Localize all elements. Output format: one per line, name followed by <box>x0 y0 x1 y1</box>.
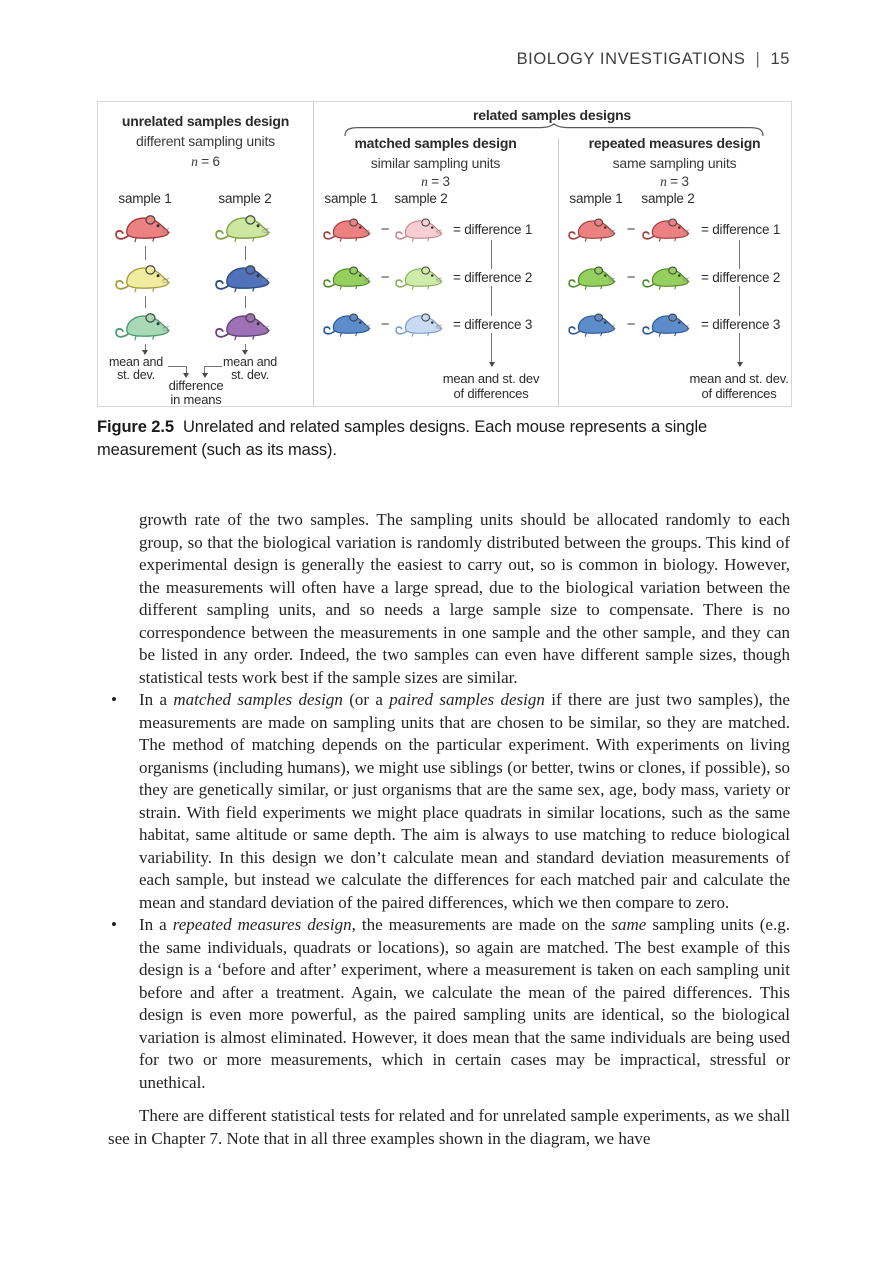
header-separator: | <box>755 50 761 68</box>
diff-line: in means <box>170 391 222 407</box>
italic-text: same <box>611 915 647 934</box>
panel-subtitle: same sampling units <box>612 155 737 171</box>
panel-matched <box>313 102 558 406</box>
footer-line: mean and st. dev <box>442 371 540 386</box>
mouse-icon <box>114 308 176 344</box>
panel-subtitle: different sampling units <box>136 133 275 149</box>
mouse-icon <box>641 214 695 245</box>
difference-label: = difference 1 <box>701 222 781 237</box>
mouse-icon <box>114 210 176 246</box>
text-run: , the measurements are made on the <box>351 915 612 934</box>
mouse-icon <box>214 308 276 344</box>
panel-subtitle: similar sampling units <box>370 155 501 171</box>
text-run: In a <box>139 915 173 934</box>
text-run: growth rate of the two samples. The sampling units should be allocated randomly to each group, so that the biological variation is randomly distributed between the groups. This kind of experimental design is generally the easiest to carry out, so is common in biology. However, the measurements will often have a large spread, due to the biological variation between the different sampling units, and so needs a large sample size to compensate. There is no correspondence between the measurements in one sample and the other sample, and they can be listed in any order. Indeed, the two samples can even have different sample sizes, though statistical tests work best if the sample sizes are similar. <box>139 510 790 687</box>
italic-text: paired samples design <box>389 690 545 709</box>
connector-line <box>739 240 740 362</box>
figure-2-5 <box>97 101 792 407</box>
mouse-icon <box>394 309 448 340</box>
connector-line <box>204 366 222 367</box>
mean-stdev-differences-label <box>406 372 576 401</box>
panel-unrelated <box>98 102 313 406</box>
mouse-icon <box>394 262 448 293</box>
italic-text: repeated measures design <box>172 915 352 934</box>
n-value: = 3 <box>427 174 450 189</box>
related-designs-title: related samples designs <box>472 107 632 123</box>
text-run: (or a <box>342 690 390 709</box>
mean-line: mean and <box>223 355 277 369</box>
bullet-item <box>108 914 790 1094</box>
n-symbol: n <box>660 174 667 189</box>
connector-line <box>168 366 186 367</box>
text-run: There are different statistical tests for related and for unrelated sample experiments, as we shall see in Chapter 7. Note that in all three examples shown in the diagram, we have <box>108 1106 790 1148</box>
panel-title: repeated measures design <box>588 135 761 151</box>
body-text <box>108 509 790 1150</box>
sample2-label: sample 2 <box>394 191 448 206</box>
connector-line <box>245 296 246 308</box>
mouse-icon <box>567 214 621 245</box>
minus-sign: − <box>626 221 636 238</box>
page-header <box>517 50 790 69</box>
sample-size <box>98 154 313 170</box>
footer-line: mean and st. dev. <box>689 371 789 386</box>
n-symbol: n <box>191 154 198 169</box>
paragraph <box>108 1105 790 1150</box>
mouse-icon <box>214 260 276 296</box>
mouse-icon <box>567 309 621 340</box>
sample-size <box>558 174 791 190</box>
bullet-marker: • <box>111 915 117 934</box>
mouse-icon <box>114 260 176 296</box>
mean-line: mean and <box>109 355 163 369</box>
sample1-label: sample 1 <box>569 191 623 206</box>
figure-caption-text: Unrelated and related samples designs. Each mouse represents a single measurement (such as its mass). <box>97 418 708 459</box>
text-run: if there are just two samples), the measurements are made on sampling units that are chosen to be similar, so they are matched. The method of matching depends on the particular experiment. With experiments on living organisms (including humans), we might use siblings (or better, twins or clones, if possible), so they are genetically similar, or just organisms that are the same sex, age, body mass, variety or strain. With field experiments we might place quadrats in similar locations, such as the same habitat, same altitude or same depth. The aim is always to use matching to reduce biological variability. In this design we don’t calculate mean and standard deviation measurements of each sample, but instead we calculate the differences for each matched pair and calculate the mean and standard deviation of the paired differences, which we then compare to zero. <box>139 690 790 912</box>
minus-sign: − <box>380 269 390 286</box>
italic-text: matched samples design <box>173 690 343 709</box>
panel-title: matched samples design <box>354 135 517 151</box>
bullet-item <box>108 689 790 914</box>
mean-stdev-differences-label <box>654 372 824 401</box>
diff-line: difference <box>168 378 224 393</box>
bullet-marker: • <box>111 690 117 709</box>
connector-line <box>145 296 146 308</box>
figure-caption-label: Figure 2.5 <box>97 418 174 436</box>
sample1-label: sample 1 <box>324 191 378 206</box>
minus-sign: − <box>626 269 636 286</box>
sample-size <box>313 174 558 190</box>
sample2-label: sample 2 <box>218 191 272 206</box>
arrow-down-icon <box>489 362 495 367</box>
stdev-line: st. dev. <box>117 367 155 382</box>
running-title: BIOLOGY INVESTIGATIONS <box>516 50 746 68</box>
mean-stdev-label <box>215 356 285 381</box>
arrow-down-icon <box>737 362 743 367</box>
footer-line: of differences <box>701 385 777 401</box>
n-symbol: n <box>421 174 428 189</box>
figure-caption <box>97 416 794 462</box>
page-number: 15 <box>770 50 790 68</box>
mouse-icon <box>641 262 695 293</box>
connector-line <box>491 240 492 362</box>
connector-line <box>145 246 146 260</box>
difference-label: = difference 2 <box>701 270 781 285</box>
paragraph <box>108 509 790 689</box>
n-value: = 3 <box>666 174 689 189</box>
difference-in-means-label <box>141 379 251 406</box>
minus-sign: − <box>626 316 636 333</box>
mouse-icon <box>567 262 621 293</box>
mouse-icon <box>322 214 376 245</box>
sample1-label: sample 1 <box>118 191 172 206</box>
difference-label: = difference 1 <box>453 222 533 237</box>
stdev-line: st. dev. <box>231 367 269 382</box>
difference-label: = difference 3 <box>453 317 533 332</box>
sample2-label: sample 2 <box>641 191 695 206</box>
connector-line <box>245 246 246 260</box>
n-value: = 6 <box>197 154 220 169</box>
difference-label: = difference 3 <box>701 317 781 332</box>
footer-line: of differences <box>453 385 529 401</box>
panel-title: unrelated samples design <box>121 113 290 129</box>
mouse-icon <box>322 262 376 293</box>
mouse-icon <box>394 214 448 245</box>
text-run: sampling units (e.g. the same individuals, quadrats or locations), so again are matched. The best example of this design is a ‘before and after’ experiment, where a measurement is taken on each sampling unit before and after a treatment. Again, we calculate the mean of the paired differences. This design is even more powerful, as the paired sampling units are identical, so the biological variation is almost eliminated. However, it does mean that the same individuals are being used for two or more measurements, which in certain cases may be impractical, stressful or unethical. <box>139 915 790 1092</box>
minus-sign: − <box>380 316 390 333</box>
mean-stdev-label <box>101 356 171 381</box>
text-run: In a <box>139 690 174 709</box>
mouse-icon <box>641 309 695 340</box>
mouse-icon <box>214 210 276 246</box>
difference-label: = difference 2 <box>453 270 533 285</box>
minus-sign: − <box>380 221 390 238</box>
panel-repeated <box>558 102 791 406</box>
mouse-icon <box>322 309 376 340</box>
